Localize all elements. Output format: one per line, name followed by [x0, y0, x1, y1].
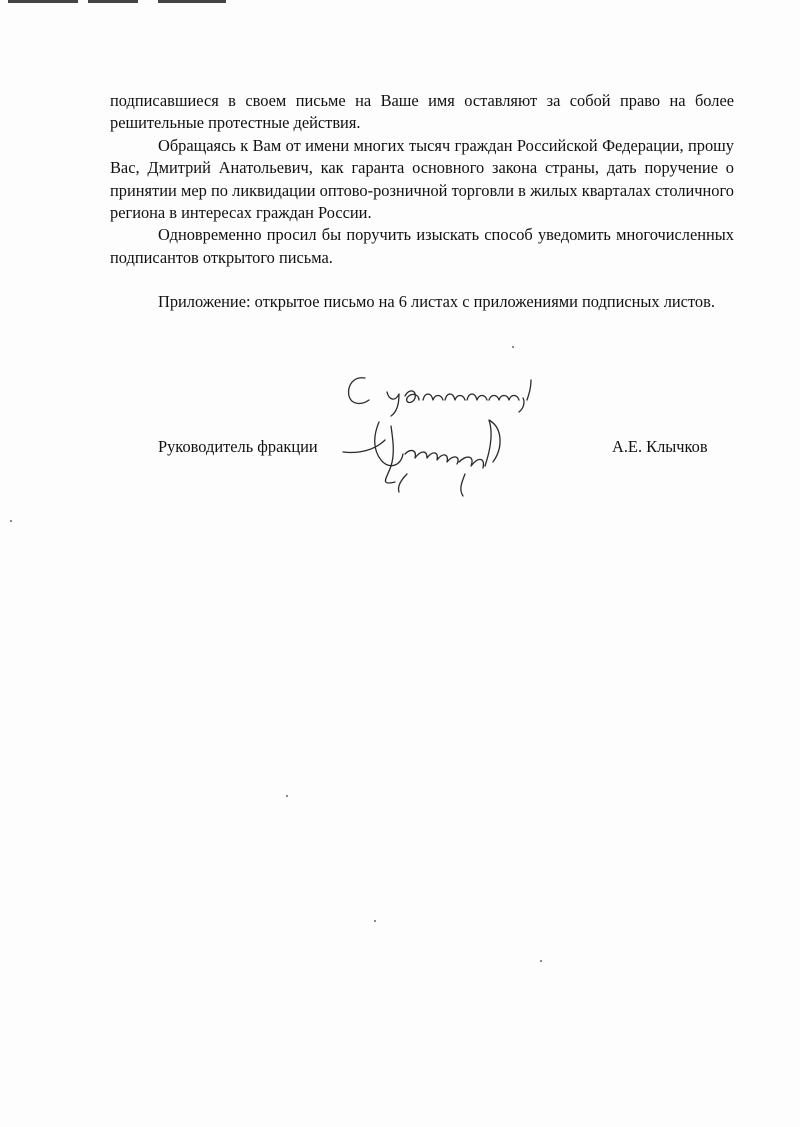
letter-body: [110, 90, 734, 314]
scan-speck: [540, 960, 542, 962]
scan-speck: [512, 346, 514, 348]
scan-speck: [286, 795, 288, 797]
scan-speck: [10, 520, 12, 522]
signatory-title: Руководитель фракции: [158, 437, 318, 456]
handwritten-signature: [335, 370, 550, 500]
letter-paragraph: Обращаясь к Вам от имени многих тысяч граждан Российской Федерации, прошу Вас, Дмитрий Анатольевич, как гаранта основного закона страны, дать поручение о принятии мер по ликвидации оптово-розничной торговли в жилых кварталах столичного региона в интересах граждан России.: [110, 135, 734, 223]
scan-edge-mark: [8, 0, 78, 3]
scan-speck: [374, 920, 376, 922]
attachment-note: Приложение: открытое письмо на 6 листах с приложениями подписных листов.: [158, 292, 715, 312]
letter-paragraph: подписавшиеся в своем письме на Ваше имя оставляют за собой право на более решительные протестные действия.: [110, 91, 734, 133]
letter-paragraph: Одновременно просил бы поручить изыскать способ уведомить многочисленных подписантов открытого письма.: [110, 225, 734, 267]
scan-edge-mark: [158, 0, 226, 3]
signatory-name: А.Е. Клычков: [612, 437, 708, 456]
scan-edge-mark: [88, 0, 138, 3]
